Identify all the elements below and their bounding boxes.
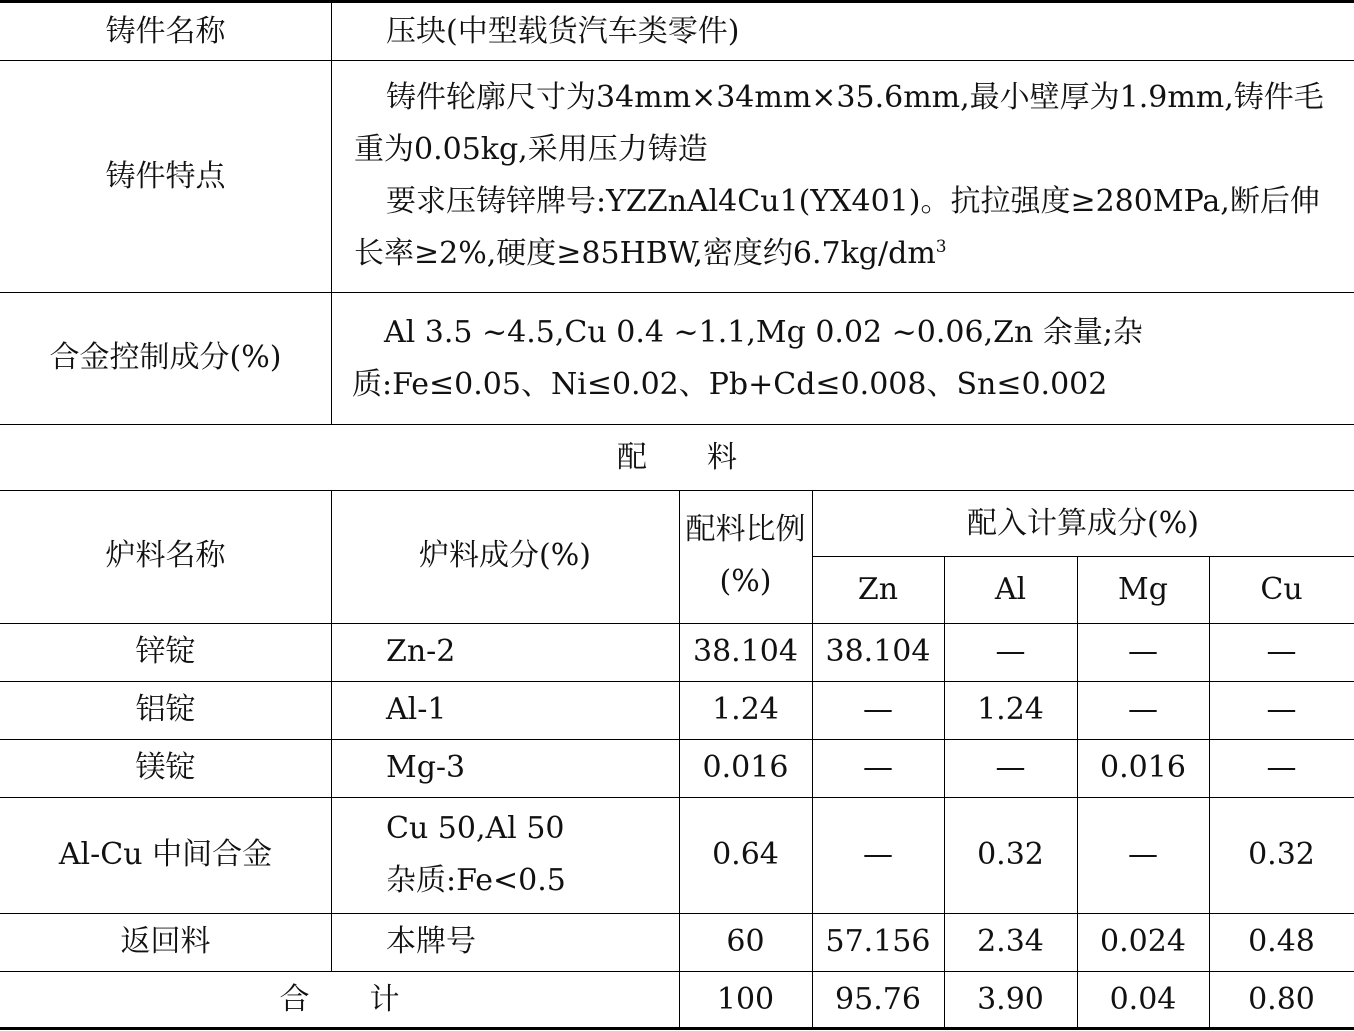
- row-zn: 57.156: [825, 924, 931, 959]
- row-ratio: 1.24: [712, 692, 779, 727]
- header-material-name: 炉料名称: [105, 538, 226, 573]
- unit-superscript: 3: [935, 237, 947, 257]
- total-ratio: 100: [716, 982, 775, 1017]
- row-mg: 0.024: [1100, 924, 1186, 959]
- feature-paragraph-1: 铸件轮廓尺寸为34mm×34mm×35.6mm,最小壁厚为1.9mm,铸件毛重为0.05kg,采用压力铸造: [354, 80, 1324, 167]
- alloy-composition-text: Al 3.5 ~4.5,Cu 0.4 ~1.1,Mg 0.02 ~0.06,Zn 余量;杂质:Fe≤0.05、Ni≤0.02、Pb+Cd≤0.008、Sn≤0.002: [352, 315, 1143, 402]
- row-material-composition: Al-1: [386, 692, 447, 727]
- alloy-composition-value: [352, 307, 1338, 411]
- row-zn: 38.104: [825, 634, 931, 669]
- rule: [0, 292, 1354, 293]
- row-material-name: 返回料: [120, 924, 211, 959]
- rule: [0, 623, 1354, 624]
- row-material-composition: 本牌号: [386, 924, 476, 959]
- row-material-name: 锌锭: [135, 634, 196, 669]
- rule: [0, 1027, 1354, 1030]
- rule: [0, 681, 1354, 682]
- casting-feature-label: 铸件特点: [105, 159, 226, 194]
- alloy-composition-label: 合金控制成分(%): [49, 340, 282, 375]
- row-cu: 0.32: [1248, 837, 1315, 872]
- row-al: —: [995, 750, 1026, 785]
- row-al: 2.34: [977, 924, 1044, 959]
- row-material-composition: Cu 50,Al 50: [386, 811, 565, 846]
- total-al: 3.90: [977, 982, 1044, 1017]
- row-mg: —: [1128, 837, 1158, 872]
- header-calculated-composition: 配入计算成分(%): [967, 506, 1199, 541]
- feature-paragraph-2: [354, 176, 1338, 280]
- row-mg: —: [1128, 634, 1158, 669]
- row-cu: 0.48: [1248, 924, 1315, 959]
- row-material-composition: Mg-3: [386, 750, 466, 785]
- casting-name-label: 铸件名称: [105, 14, 226, 49]
- rule: [0, 913, 1354, 914]
- row-zn: —: [863, 692, 893, 727]
- casting-feature-text: [354, 72, 1338, 280]
- header-al: Al: [994, 572, 1027, 607]
- total-cu: 0.80: [1248, 982, 1315, 1017]
- row-cu: —: [1266, 750, 1297, 785]
- row-material-name: 铝锭: [135, 692, 196, 727]
- rule: [0, 424, 1354, 425]
- row-ratio: 0.64: [712, 837, 779, 872]
- rule: [0, 797, 1354, 798]
- row-mg: —: [1128, 692, 1158, 727]
- row-material-name: 镁锭: [135, 750, 196, 785]
- header-ratio-unit: (%): [719, 564, 772, 599]
- header-cu: Cu: [1260, 572, 1303, 607]
- row-zn: —: [863, 750, 893, 785]
- rule: [812, 556, 1354, 557]
- row-zn: —: [863, 837, 893, 872]
- header-material-composition: 炉料成分(%): [419, 538, 591, 573]
- rule: [0, 60, 1354, 61]
- row-mg: 0.016: [1100, 750, 1186, 785]
- total-zn: 95.76: [835, 982, 921, 1017]
- row-material-name: Al-Cu 中间合金: [58, 837, 273, 872]
- rule: [0, 490, 1354, 491]
- row-material-composition: Zn-2: [386, 634, 456, 669]
- rule: [331, 0, 332, 424]
- rule: [0, 739, 1354, 740]
- row-cu: —: [1266, 692, 1297, 727]
- header-ratio: 配料比例: [685, 512, 806, 547]
- rule: [0, 0, 1354, 3]
- row-material-impurity: 杂质:Fe<0.5: [386, 863, 566, 898]
- casting-name-value: 压块(中型载货汽车类零件): [386, 14, 740, 49]
- feature-paragraph-2-text: 要求压铸锌牌号:YZZnAl4Cu1(YX401)。抗拉强度≥280MPa,断后伸长率≥2%,硬度≥85HBW,密度约6.7kg/dm: [354, 184, 1320, 271]
- total-label: 合 计: [279, 982, 400, 1017]
- row-ratio: 60: [726, 924, 765, 959]
- row-al: 0.32: [977, 837, 1044, 872]
- section-title: 配 料: [617, 440, 737, 475]
- header-zn: Zn: [857, 572, 899, 607]
- total-mg: 0.04: [1109, 982, 1177, 1017]
- row-ratio: 0.016: [702, 750, 789, 785]
- rule: [0, 971, 1354, 972]
- row-al: —: [995, 634, 1026, 669]
- row-cu: —: [1266, 634, 1297, 669]
- row-al: 1.24: [977, 692, 1044, 727]
- header-mg: Mg: [1118, 572, 1168, 607]
- row-ratio: 38.104: [693, 634, 798, 669]
